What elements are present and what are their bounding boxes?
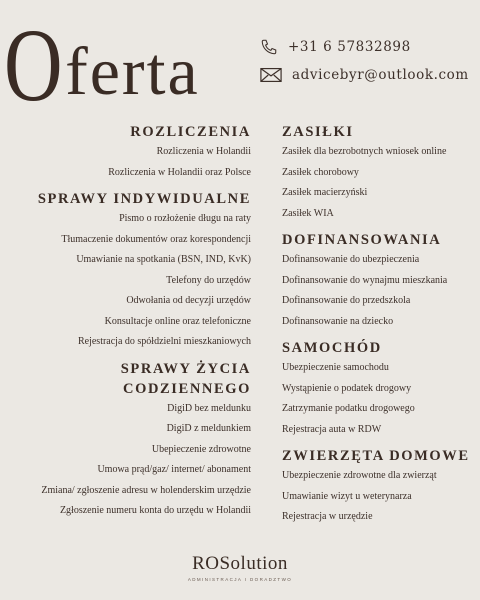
- list-item: Zmiana/ zgłoszenie adresu w holenderskim urzędzie: [41, 484, 251, 496]
- section-heading: ZWIERZĘTA DOMOWE: [282, 448, 470, 464]
- section-heading: SPRAWY INDYWIDUALNE: [37, 191, 251, 207]
- section-heading: SAMOCHÓD: [282, 340, 382, 356]
- list-item: Ubepieczenie zdrowotne: [151, 443, 251, 455]
- list-item: Rozliczenia w Holandii: [156, 146, 251, 157]
- phone-number[interactable]: +31 6 57832898: [288, 39, 411, 55]
- phone-contact[interactable]: [260, 38, 411, 56]
- title-rest: ferta: [65, 33, 200, 109]
- list-item: Dofinansowanie na dziecko: [282, 315, 394, 327]
- list-item: Zatrzymanie podatku drogowego: [282, 403, 415, 414]
- email-contact[interactable]: [260, 67, 469, 83]
- list-item: Zasiłek chorobowy: [282, 166, 359, 178]
- envelope-icon: [260, 67, 282, 83]
- list-item: Rejestracja auta w RDW: [282, 423, 382, 435]
- list-item: DigiD z meldunkiem: [166, 423, 251, 434]
- section-heading: DOFINANSOWANIA: [282, 232, 442, 248]
- list-item: Telefony do urzędów: [166, 274, 251, 286]
- email-address[interactable]: advicebyr@outlook.com: [292, 67, 469, 83]
- section-heading: ZASIŁKI: [282, 124, 354, 140]
- list-item: Rejestracja w urzędzie: [282, 511, 373, 522]
- left-column: [0, 122, 251, 522]
- list-item: Rozliczenia w Holandii oraz Polsce: [108, 166, 251, 178]
- list-item: Ubezpieczenie samochodu: [282, 362, 389, 373]
- list-item: Umawianie wizyt u weterynarza: [282, 490, 412, 502]
- list-item: Tłumaczenie dokumentów oraz korespondencji: [61, 233, 251, 245]
- list-item: Ubezpieczenie zdrowotne dla zwierząt: [282, 470, 437, 481]
- list-item: Zasiłek WIA: [282, 207, 334, 219]
- list-item: Pismo o rozłożenie długu na raty: [119, 213, 251, 224]
- list-item: Rejestracja do spółdzielni mieszkaniowych: [77, 336, 251, 347]
- page-title: [4, 8, 200, 123]
- list-item: Konsultacje online oraz telefoniczne: [104, 315, 251, 327]
- list-item: Odwołania od decyzji urzędów: [126, 295, 251, 306]
- list-item: Zgłoszenie numeru konta do urzędu w Holandii: [59, 505, 251, 516]
- list-item: Zasiłek macierzyński: [282, 187, 368, 198]
- brand-logo: ROSolution: [192, 553, 288, 574]
- list-item: Umawianie na spotkania (BSN, IND, KvK): [76, 254, 251, 265]
- list-item: Dofinansowanie do ubezpieczenia: [282, 254, 420, 265]
- list-item: Dofinansowanie do przedszkola: [282, 295, 411, 306]
- section-heading: ROZLICZENIA: [130, 124, 251, 140]
- list-item: Dofinansowanie do wynajmu mieszkania: [282, 274, 448, 286]
- right-column: [282, 122, 474, 528]
- list-item: DigiD bez meldunku: [167, 402, 251, 414]
- title-initial: O: [4, 8, 65, 123]
- list-item: Zasiłek dla bezrobotnych wniosek online: [282, 146, 447, 157]
- section-heading: SPRAWY ŻYCIA CODZIENNEGO: [120, 360, 251, 397]
- list-item: Umowa prąd/gaz/ internet/ abonament: [97, 464, 251, 475]
- list-item: Wystąpienie o podatek drogowy: [282, 382, 412, 394]
- phone-icon: [260, 38, 278, 56]
- brand-tagline: ADMINISTRACJA I DORADZTWO: [187, 577, 293, 582]
